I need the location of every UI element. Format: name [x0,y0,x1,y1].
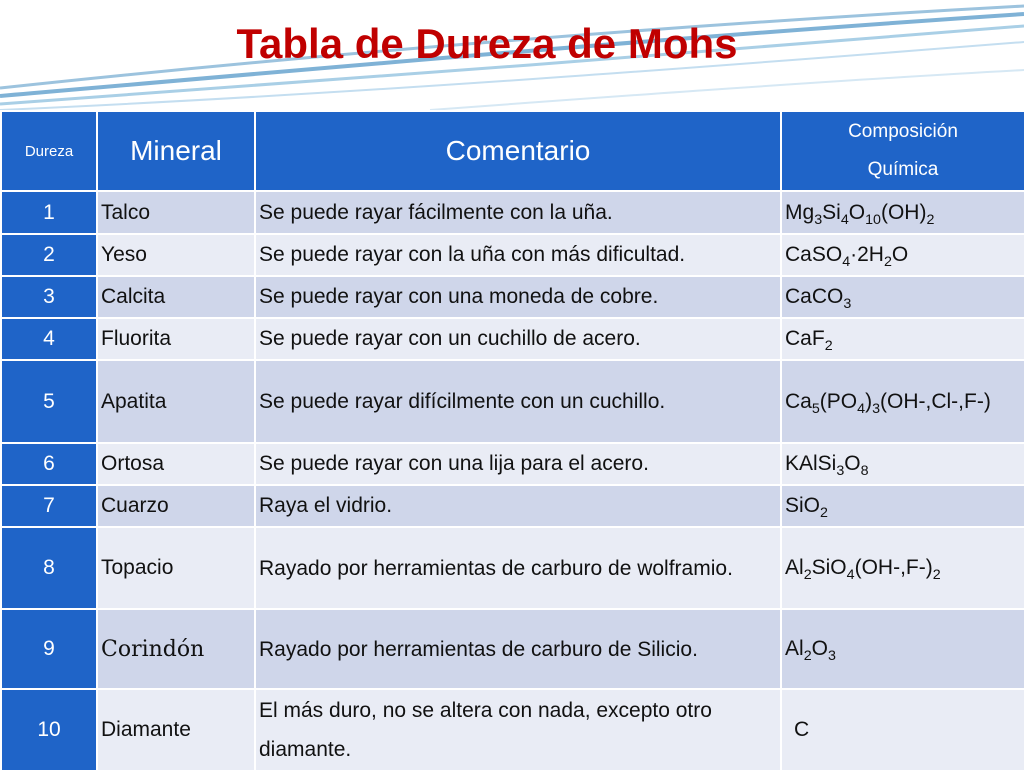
formula-subscript: 2 [932,566,941,583]
formula-text: C [794,718,810,741]
mineral-cell: Yeso [97,234,255,276]
mineral-cell: Cuarzo [97,485,255,527]
formula-text: ) [865,389,873,413]
formula-text: SiO [811,556,847,579]
table-row [1,485,1024,527]
header-hardness: Dureza [1,111,97,191]
formula-text: O [891,243,909,266]
mineral-cell: Apatita [97,360,255,443]
formula-text: O [811,637,828,660]
comment-cell: Se puede rayar difícilmente con un cuchillo. [255,360,781,443]
table-row [1,276,1024,318]
table-row [1,689,1024,771]
comment-cell: Se puede rayar fácilmente con la uña. [255,191,781,234]
table-row [1,527,1024,609]
formula-subscript: 2 [803,566,812,583]
formula-cell [781,527,1024,609]
mineral-cell: Calcita [97,276,255,318]
formula-text: Al [785,637,804,660]
formula-subscript: 4 [842,253,851,270]
mineral-cell: Talco [97,191,255,234]
comment-cell: El más duro, no se altera con nada, excepto otro diamante. [255,689,781,771]
formula-subscript: 3 [827,647,836,664]
hardness-cell: 6 [1,443,97,485]
formula-text: (OH-,Cl-,F-) [880,389,991,413]
mineral-cell: Diamante [97,689,255,771]
hardness-cell: 4 [1,318,97,360]
formula-text: (PO [819,389,858,413]
formula-subscript: 2 [803,647,812,664]
formula-subscript: 3 [836,462,845,479]
formula-cell [781,234,1024,276]
formula-subscript: 2 [926,211,935,228]
formula-cell [781,443,1024,485]
hardness-cell: 5 [1,360,97,443]
formula-subscript: 8 [860,462,869,479]
hardness-cell: 2 [1,234,97,276]
hardness-cell: 10 [1,689,97,771]
formula-cell [781,191,1024,234]
table-row [1,234,1024,276]
table-row [1,609,1024,689]
formula-subscript: 4 [846,566,855,583]
formula-text: Mg [785,200,815,224]
hardness-cell: 7 [1,485,97,527]
formula-text: Al [785,556,804,579]
formula-cell [781,276,1024,318]
hardness-cell: 8 [1,527,97,609]
formula-cell [781,360,1024,443]
comment-cell: Se puede rayar con una moneda de cobre. [255,276,781,318]
formula-cell [781,318,1024,360]
formula-text: KAlSi [785,452,837,475]
formula-text: Ca [785,389,812,413]
formula-subscript: 2 [820,504,828,521]
formula-subscript: 3 [814,211,823,228]
formula-text: CaCO [785,285,844,308]
formula-subscript: 2 [824,337,833,354]
formula-text: (OH-,F-) [854,556,933,579]
header-mineral: Mineral [97,111,255,191]
formula-subscript: 3 [843,295,852,312]
formula-subscript: 4 [840,211,849,228]
mineral-cell: Ortosa [97,443,255,485]
formula-text: O [848,200,866,224]
formula-text: O [844,452,861,475]
table-row [1,443,1024,485]
header-comment: Comentario [255,111,781,191]
header-composition-line1: Composición [848,121,958,142]
table-header-row [1,111,1024,191]
formula-text: Si [822,200,841,224]
formula-text: SiO [785,494,821,517]
formula-subscript: 10 [865,211,881,228]
mineral-cell: Topacio [97,527,255,609]
page-title: Tabla de Dureza de Mohs [236,20,738,67]
table-row [1,191,1024,234]
formula-cell [781,609,1024,689]
comment-cell: Se puede rayar con la uña con más dificultad. [255,234,781,276]
formula-text: (OH) [880,200,927,224]
mineral-cell: Fluorita [97,318,255,360]
mineral-cell: Corindón [97,609,255,689]
hardness-cell: 1 [1,191,97,234]
formula-subscript: 5 [811,400,820,417]
mohs-hardness-table [0,110,1024,772]
table-row [1,360,1024,443]
comment-cell: Raya el vidrio. [255,485,781,527]
header-composition [781,111,1024,191]
comment-cell: Rayado por herramientas de carburo de wolframio. [255,527,781,609]
formula-subscript: 2 [883,253,892,270]
hardness-cell: 9 [1,609,97,689]
formula-text: ·2H [850,243,884,266]
formula-subscript: 4 [857,400,866,417]
header-composition-line2: Química [867,159,939,180]
comment-cell: Rayado por herramientas de carburo de Silicio. [255,609,781,689]
table-row [1,318,1024,360]
hardness-cell: 3 [1,276,97,318]
formula-text: CaSO [785,243,843,266]
formula-cell [781,485,1024,527]
formula-cell [781,689,1024,771]
comment-cell: Se puede rayar con una lija para el acero. [255,443,781,485]
comment-cell: Se puede rayar con un cuchillo de acero. [255,318,781,360]
formula-subscript: 3 [872,400,881,417]
formula-text: CaF [785,327,825,350]
